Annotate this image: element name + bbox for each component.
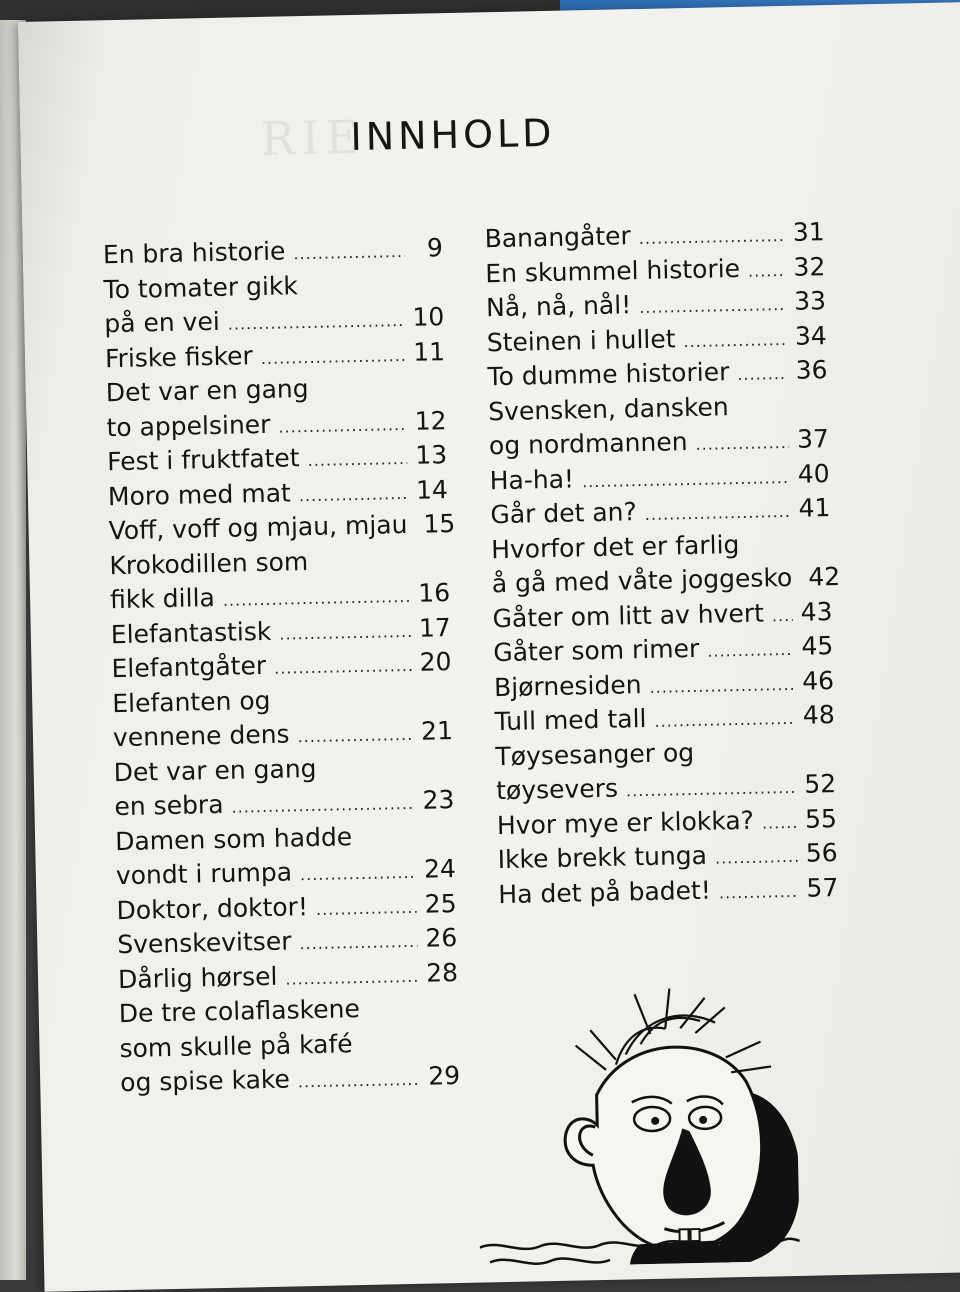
toc-entry-line — [118, 955, 459, 997]
toc-entry-line — [108, 507, 456, 549]
toc-page-number: 13 — [415, 440, 448, 470]
toc-page-number: 28 — [425, 957, 459, 988]
toc-page-number: 46 — [801, 665, 835, 696]
toc-entry — [497, 836, 838, 878]
toc-entry-title: og nordmannen — [488, 427, 688, 461]
toc-page-number: 37 — [796, 424, 830, 454]
toc-entry-title: tøysevers — [495, 773, 619, 806]
toc-entry-line — [105, 335, 446, 377]
dot-leader — [274, 649, 412, 686]
toc-entry — [492, 595, 833, 637]
toc-entry — [118, 990, 460, 1101]
toc-entry-line — [485, 250, 826, 292]
toc-entry — [118, 955, 459, 997]
toc-entry — [484, 215, 825, 257]
dot-leader — [715, 840, 799, 876]
dot-leader — [683, 322, 787, 359]
toc-entry — [103, 231, 444, 273]
dot-leader — [415, 511, 416, 545]
toc-page-number: 9 — [426, 233, 444, 263]
toc-entry — [108, 507, 456, 549]
toc-page-number: 57 — [806, 872, 839, 903]
toc-entry-title: Det var en gang — [105, 373, 309, 408]
toc-page-number: 56 — [805, 838, 838, 868]
dot-leader — [298, 1063, 421, 1100]
toc-page-number: 11 — [412, 336, 446, 367]
toc-page-number: 42 — [807, 561, 841, 592]
toc-entry — [488, 388, 829, 464]
dot-leader — [293, 235, 405, 272]
show-through-text: RIE — [259, 109, 366, 166]
toc-entry — [111, 645, 452, 687]
toc-entry-title: Svensken, dansken — [487, 391, 730, 426]
dot-leader — [639, 288, 787, 326]
toc-entry — [490, 491, 831, 533]
toc-page-number: 17 — [418, 612, 452, 643]
toc-entry-line — [491, 560, 841, 602]
toc-entry — [109, 542, 450, 618]
toc-entry — [490, 526, 841, 602]
toc-entry — [105, 369, 446, 445]
dot-leader — [654, 702, 795, 739]
dot-leader — [297, 718, 413, 755]
toc-entry — [107, 438, 448, 480]
toc-page-number: 16 — [417, 578, 451, 608]
dot-leader — [800, 564, 801, 598]
toc-entry-line — [110, 576, 451, 618]
toc-page-number: 34 — [794, 320, 828, 351]
toc-entry-title: En skummel historie — [485, 253, 741, 288]
toc-entry-title: fikk dilla — [109, 583, 216, 615]
toc-entry — [485, 250, 826, 292]
toc-entry-line — [497, 802, 838, 844]
toc-entry-line — [497, 836, 838, 878]
toc-entry — [487, 353, 828, 395]
toc-entry-line — [490, 491, 831, 533]
toc-column-right — [484, 215, 841, 912]
toc-entry-title: Damen som hadde — [114, 821, 353, 856]
toc-entry-line — [486, 284, 827, 326]
toc-entry-title: og spise kake — [119, 1064, 291, 1098]
dot-leader — [222, 580, 410, 618]
toc-entry-title: Steinen i hullet — [486, 323, 676, 357]
toc-entry-title: Elefanten og — [111, 685, 271, 718]
toc-entry-title: Tøysesanger og — [495, 737, 695, 771]
toc-entry — [115, 818, 456, 894]
toc-page-number: 55 — [804, 803, 838, 834]
toc-page-number: 40 — [797, 458, 830, 489]
toc-entry-title: Nå, nå, nål! — [485, 290, 632, 323]
toc-entry-line — [110, 611, 451, 653]
dot-leader — [285, 959, 419, 996]
toc-entry-line — [113, 714, 454, 756]
dot-leader — [737, 357, 788, 393]
toc-entry-title: Hvor mye er klokka? — [496, 805, 755, 840]
toc-entry-line — [106, 404, 447, 446]
toc-entry-title: To tomater gikk — [103, 270, 299, 304]
toc-entry — [495, 733, 836, 809]
toc-entry-title: Fest i fruktfatet — [106, 443, 300, 477]
toc-entry-title: Dårlig hørsel — [117, 961, 278, 994]
toc-entry — [497, 802, 838, 844]
dot-leader — [649, 667, 794, 705]
dot-leader — [762, 805, 798, 840]
toc-entry-line — [498, 871, 839, 913]
toc-page-number: 41 — [798, 493, 831, 523]
toc-entry-title: Gåter som rimer — [493, 633, 700, 668]
toc-entry-title: Tull med tall — [494, 703, 647, 737]
toc-entry-line — [484, 215, 825, 257]
toc-entry — [498, 871, 839, 913]
dot-leader — [227, 304, 404, 342]
toc-entry-line — [487, 353, 828, 395]
toc-entry — [103, 266, 444, 342]
toc-entry-title: Elefantastisk — [110, 616, 272, 649]
toc-page-number: 10 — [412, 302, 445, 332]
toc-entry-line — [120, 1059, 461, 1101]
toc-entry-title: Svenskevitser — [117, 926, 292, 960]
toc-entry — [105, 335, 446, 377]
toc-entry — [489, 457, 830, 499]
toc-entry-line — [489, 457, 830, 499]
dot-leader — [279, 614, 411, 651]
toc-entry — [494, 698, 835, 740]
toc-entry-title: Det var en gang — [113, 753, 317, 787]
dot-leader — [307, 442, 408, 479]
toc-page-number: 24 — [423, 854, 457, 884]
toc-entry-title: Voff, voff og mjau, mjau — [108, 509, 408, 546]
toc-page-number: 29 — [428, 1060, 461, 1091]
dot-leader — [644, 495, 791, 533]
toc-entry-title: Ikke brekk tunga — [497, 840, 708, 875]
toc-entry-title: Går det an? — [490, 497, 638, 530]
toc-entry-title: To dumme historier — [487, 357, 730, 392]
dot-leader — [316, 890, 418, 927]
toc-page-number: 43 — [800, 596, 833, 627]
cartoon-face-in-water-icon — [474, 971, 800, 1268]
toc-column-left — [103, 231, 461, 1100]
toc-entry-title: Friske fisker — [104, 340, 254, 373]
toc-page-number: 25 — [424, 888, 457, 919]
page-title: INNHOLD — [350, 110, 556, 160]
toc-entry — [112, 680, 453, 756]
toc-entry-line — [494, 698, 835, 740]
toc-page-number: 45 — [801, 631, 834, 661]
toc-page-number: 52 — [804, 769, 837, 799]
toc-page-number: 26 — [425, 923, 458, 953]
toc-entry-title: Ha det på badet! — [498, 875, 712, 909]
dot-leader — [719, 874, 799, 910]
toc-entry-title: to appelsiner — [106, 409, 271, 442]
toc-entry-title: Bjørnesiden — [493, 669, 642, 702]
toc-entry-line — [107, 438, 448, 480]
toc-entry — [110, 611, 451, 653]
toc-entry-title: Banangåter — [484, 221, 632, 254]
toc-entry-title: Doktor, doktor! — [116, 891, 309, 925]
toc-entry-title: Gåter om litt av hvert — [492, 598, 765, 633]
toc-entry-title: Moro med mat — [107, 477, 292, 511]
toc-entry-line — [104, 300, 445, 342]
toc-page-number: 36 — [795, 355, 828, 385]
dot-leader — [260, 338, 405, 376]
dot-leader — [707, 633, 794, 669]
toc-entry — [494, 664, 835, 706]
dot-leader — [582, 460, 791, 499]
toc-entry — [486, 319, 827, 361]
toc-entry-line — [116, 852, 457, 894]
toc-entry-title: vennene dens — [112, 719, 290, 753]
toc-page-number: 31 — [792, 217, 825, 247]
dot-leader — [299, 925, 418, 962]
dot-leader — [278, 407, 407, 444]
toc-entry — [113, 749, 454, 825]
toc-entry-title: på en vei — [104, 306, 221, 339]
toc-entry — [117, 921, 458, 963]
toc-entry-title: som skulle på kafé — [119, 1028, 353, 1063]
toc-entry-title: Hvorfor det er farlig — [490, 529, 740, 564]
toc-entry-line — [116, 887, 457, 929]
toc-page-number: 21 — [420, 716, 454, 746]
toc-entry-line — [114, 783, 455, 825]
toc-entry-title: en sebra — [114, 789, 224, 822]
toc-entry — [493, 629, 834, 671]
toc-entry-title: å gå med våte joggesko — [491, 562, 793, 599]
toc-entry-line — [496, 767, 837, 809]
dot-leader — [748, 253, 786, 288]
toc-page-number: 14 — [415, 474, 449, 505]
dot-leader — [300, 856, 417, 893]
toc-entry-line — [489, 422, 830, 464]
dot-leader — [638, 219, 785, 257]
toc-entry-line — [494, 664, 835, 706]
toc-entry — [486, 284, 827, 326]
toc-entry-title: Krokodillen som — [109, 546, 309, 580]
toc-page-number: 15 — [423, 508, 456, 539]
toc-page-number: 48 — [802, 700, 835, 730]
toc-entry-line — [486, 319, 827, 361]
toc-entry-line — [117, 921, 458, 963]
toc-entry-title: En bra historie — [102, 236, 286, 270]
toc-entry-title: vondt i rumpa — [115, 857, 293, 891]
dot-leader — [772, 598, 794, 633]
toc-page-number: 23 — [422, 785, 455, 815]
toc-page-number: 12 — [414, 405, 447, 436]
toc-entry-line — [493, 629, 834, 671]
toc-page-number: 33 — [793, 286, 827, 316]
toc-entry-title: De tre colaflaskene — [118, 994, 361, 1029]
dot-leader — [695, 426, 789, 462]
book-page — [18, 2, 960, 1292]
toc-entry — [116, 887, 457, 929]
toc-entry-line — [111, 645, 452, 687]
toc-entry-title: Elefantgåter — [111, 650, 267, 684]
toc-entry-line — [103, 231, 444, 273]
toc-entry-line — [492, 595, 833, 637]
toc-entry-title: Ha-ha! — [489, 463, 575, 495]
toc-page-number: 20 — [419, 647, 452, 677]
toc-page-number: 32 — [793, 251, 826, 282]
